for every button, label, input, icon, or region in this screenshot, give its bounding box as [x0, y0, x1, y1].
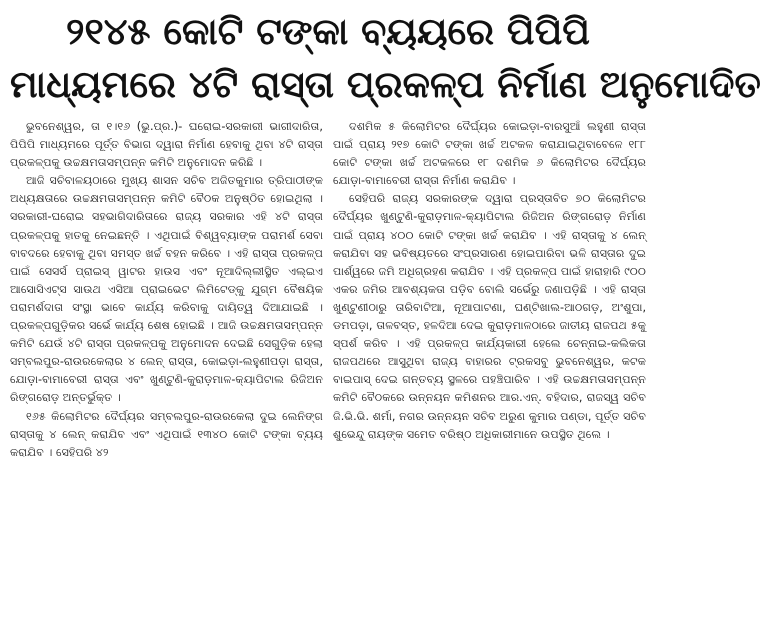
paragraph: ଆଜି ସଚିବାଳୟଠାରେ ମୁଖ୍ୟ ଶାସନ ସଚିବ ଅଜିତକୁମାର ତ୍ରିପାଠୀଙ୍କ ଅଧ୍ୟକ୍ଷତାରେ ଉଚ୍ଚକ୍ଷମତାସମ୍ପନ୍ନ କମିଟି ବୈଠକ ଅନୁଷ୍ଠିତ ହୋଇଥିଲା । ସରକାରୀ-ଘରୋଇ ସହଭାଗିଦାରିତାରେ ରାଜ୍ୟ ସରକାର ଏହି ୪ଟି ରାସ୍ତା ପ୍ରକଳ୍ପକୁ ହାତକୁ ନେଇଛନ୍ତି । ଏଥିପାଇଁ ବିଶ୍ୱବ୍ୟାଙ୍କ ପରାମର୍ଶ ସେବା ବାବଦରେ ହେବାକୁ ଥିବା ସମସ୍ତ ଖର୍ଚ୍ଚ ବହନ କରିବେ । ଏହି ରାସ୍ତା ପ୍ରକଳ୍ପ ପାଇଁ ସେସର୍ସ ପ୍ରାଇସ୍ ୱାଟର ହାଉସ ଏବଂ ନୂଆଦିଲ୍ଲୀସ୍ଥିତ ଏଲ୍ଇଏ ଆସୋସିଏଟ୍ସ ସାଉଥ ଏସିଆ ପ୍ରାଇଭେଟ ଲିମିଟେଡ୍‌କୁ ଯୁଗ୍ମ ବୈଷୟିକ ପରାମର୍ଶଦାତା ସଂସ୍ଥା ଭାବେ କାର୍ଯ୍ୟ କରିବାକୁ ଦାୟିତ୍ୱ ଦିଆଯାଇଛି । ପ୍ରକଳ୍ପଗୁଡ଼ିକର ସର୍ଭେ କାର୍ଯ୍ୟ ଶେଷ ହୋଇଛି । ଆଜି ଉଚ୍ଚକ୍ଷମତାସମ୍ପନ୍ନ କମିଟି ଯେଉଁ ୪ଟି ରାସ୍ତା ପ୍ରକଳ୍ପକୁ ଅନୁମୋଦନ ଦେଇଛି ସେଗୁଡ଼ିକ ହେଲା ସମ୍ବଲପୁର-ରାଉରକେଲାର ୪ ଲେନ୍ ରାସ୍ତା, କୋଇଡ଼ା-ଲହୁଣୀପଡ଼ା ରାସ୍ତା, ଯୋଡ଼ା-ବାମାବେରୀ ରାସ୍ତା ଏବଂ ଖୁଣ୍ଟୁଣି-କୁରାଡ଼ମାଳ-କ୍ୟାପିଟାଲ ରିଜିଅନ ରିଙ୍ଗରୋଡ଼ ଅନ୍ତର୍ଭୁକ୍ତ ।	[10, 174, 323, 405]
paragraph: ଭୁବନେଶ୍ୱର, ତା ୧।୧୬ (ଭୁ.ପ୍ର.)- ଘରୋଇ-ସରକାରୀ ଭାଗୀଦାରିତା, ପିପିପି ମାଧ୍ୟମରେ ପୂର୍ତ୍ତ ବିଭାଗ ଦ୍ୱାରା ନିର୍ମାଣ ହେବାକୁ ଥିବା ୪ଟି ରାସ୍ତା ପ୍ରକଳ୍ପକୁ ଉଚ୍ଚକ୍ଷମତାସମ୍ପନ୍ନ କମିଟି ଅନୁମୋଦନ କରିଛି ।	[10, 120, 323, 170]
headline-line-1: ୨୧୪୫ କୋଟି ଟଙ୍କା ବ୍ୟୟରେ ପିପିପି	[66, 10, 590, 53]
paragraph: ସେହିପରି ରାଜ୍ୟ ସରକାରଙ୍କ ଦ୍ୱାରା ପ୍ରସ୍ତାବିତ ୭୦ କିଲୋମିଟର ଦୈର୍ଘ୍ୟର ଖୁଣ୍ଟୁଣି-କୁରାଡ଼ମାଳ-କ୍ୟାପିଟାଲ ରିଜିଅନ ରିଙ୍ଗରୋଡ଼ ନିର୍ମାଣ ପାଇଁ ପ୍ରାୟ ୪୦୦ କୋଟି ଟଙ୍କା ଖର୍ଚ୍ଚ କରାଯିବ । ଏହି ରାସ୍ତାକୁ ୪ ଲେନ୍ କରାଯିବା ସହ ଭବିଷ୍ୟତରେ ସଂପ୍ରସାରଣ ହୋଇପାରିବା ଭଳି ରାସ୍ତାର ଦୁଇ ପାର୍ଶ୍ୱରେ ଜମି ଅଧିଗ୍ରହଣ କରାଯିବ । ଏହି ପ୍ରକଳ୍ପ ପାଇଁ ହାରାହାରି ୯୦୦ ଏକର ଜମିର ଆବଶ୍ୟକତା ପଡ଼ିବ ବୋଲି ସର୍ଭେରୁ ଜଣାପଡ଼ିଛି । ଏହି ରାସ୍ତା ଖୁଣ୍ଟୁଣୀଠାରୁ ତାରିବାଟିଆ, ନୂଆପାଟଣା, ଘଣ୍ଟିଖାଲ-ଆଠଗଡ଼, ଅଂଶୁପା, ଡମପଡ଼ା, ତାଳବସ୍ତ, ହଳଦିଆ ଦେଇ କୁରାଡ଼ମାଳଠାରେ ଜାତୀୟ ରାଜପଥ ୫କୁ ସ୍ପର୍ଶ କରିବ । ଏହି ପ୍ରକଳ୍ପ କାର୍ଯ୍ୟକାରୀ ହେଲେ ଚେନ୍ନାଇ-କଲିକତା ରାଜପଥରେ ଆସୁଥିବା ରାଜ୍ୟ ବାହାରର ଟ୍ରକସବୁ ଭୁବନେଶ୍ୱର, କଟକ ବାଇପାସ୍ ଦେଇ ଗନ୍ତବ୍ୟ ସ୍ଥଳରେ ପହଞ୍ଚିପାରିବ । ଏହି ଉଚ୍ଚକ୍ଷମତାସମ୍ପନ୍ନ କମିଟି ବୈଠକରେ ଉନ୍ନୟନ କମିଶନର ଆର.ଏନ୍. ବହିଦାର, ରାଜସ୍ୱ ସଚିବ ଜି.ଭି.ଭି. ଶର୍ମା, ନଗର ଉନ୍ନୟନ ସଚିବ ଅରୁଣ କୁମାର ପଣ୍ଡା, ପୂର୍ତ୍ତ ସଚିବ ଶୁଭେନ୍ଦୁ ରାୟଙ୍କ ସମେତ ବରିଷ୍ଠ ଅଧିକାରୀମାନେ ଉପସ୍ଥିତ ଥିଲେ ।	[333, 192, 646, 441]
paragraph: ୧୬୫ କିଲୋମିଟର ଦୈର୍ଘ୍ୟର ସମ୍ବଲପୁର-ରାଉରକେଲା ଦୁଇ ଲେନିଙ୍ଗ ରାସ୍ତାକୁ ୪ ଲେନ୍ କରାଯିବ ଏବଂ ଏଥିପାଇଁ ୧୩୪୦ କୋଟି ଟଙ୍କା ବ୍ୟୟ କରାଯିବ । ସେହିପରି ୪୨	[10, 409, 323, 459]
headline-line-2: ମାଧ୍ୟମରେ ୪ଟି ରାସ୍ତା ପ୍ରକଳ୍ପ ନିର୍ମାଣ ଅନୁମୋଦିତ	[10, 63, 761, 106]
left-column	[10, 118, 323, 627]
paragraph: ଦଶମିକ ୫ କିଲୋମିଟର ଦୈର୍ଘ୍ୟର କୋଇଡ଼ା-ବାରସୁଆଁ ଲହୁଣୀ ରାସ୍ତା ପାଇଁ ପ୍ରାୟ ୨୧୭ କୋଟି ଟଙ୍କା ଖର୍ଚ୍ଚ ଅଟକଳ କରାଯାଇଥିବାବେଳେ ୧୮୮ କୋଟି ଟଙ୍କା ଖର୍ଚ୍ଚ ଅଟକଳରେ ୧୮ ଦଶମିକ ୬ କିଲୋମିଟର ଦୈର୍ଘ୍ୟର ଯୋଡ଼ା-ବାମାବେରୀ ରାସ୍ତା ନିର୍ମାଣ କରାଯିବ ।	[333, 120, 646, 188]
article-body	[10, 118, 646, 627]
headline	[10, 6, 761, 112]
right-column	[333, 118, 646, 627]
